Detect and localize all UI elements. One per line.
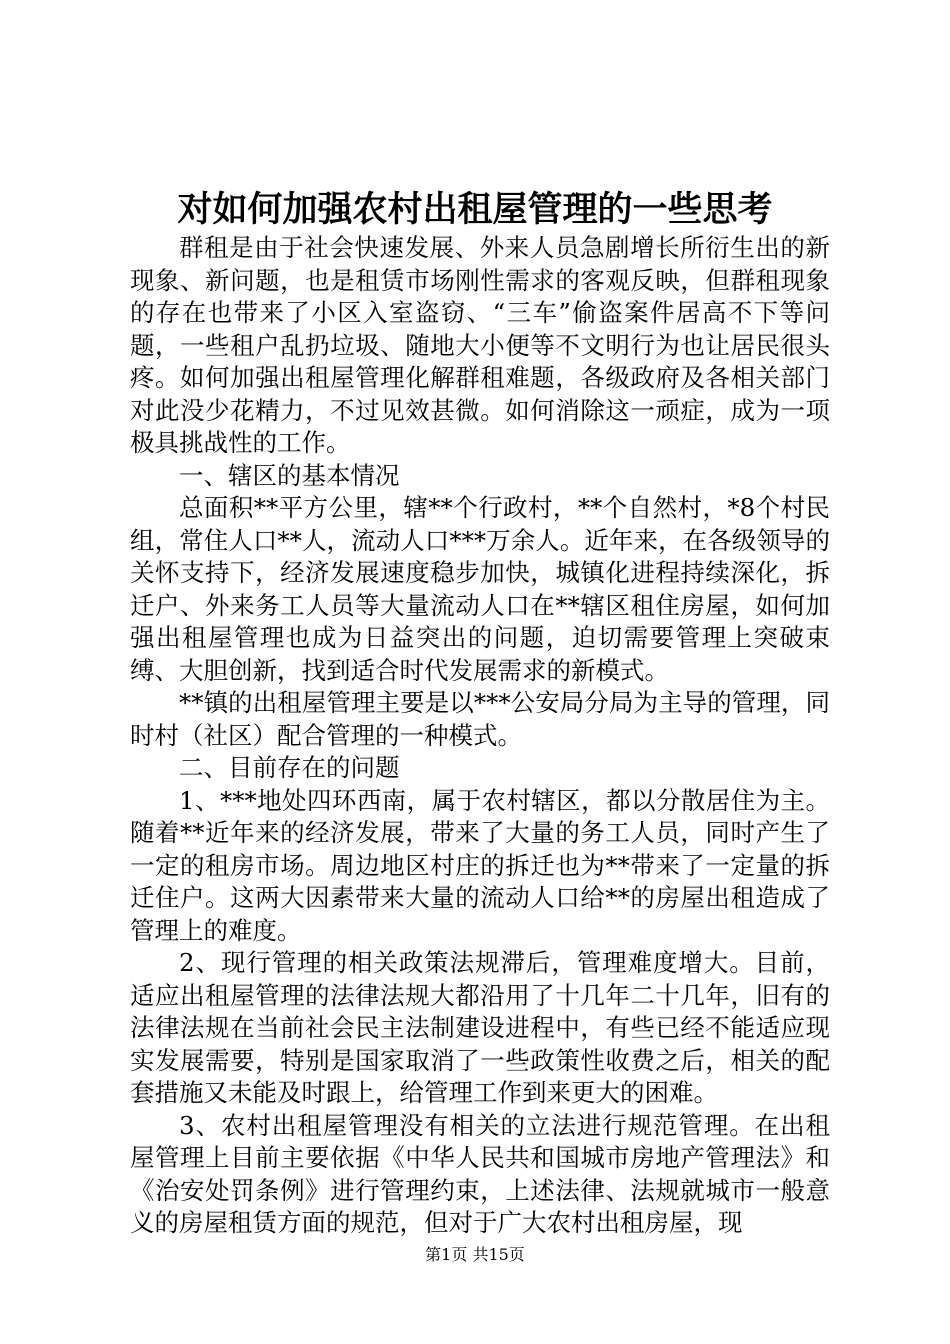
- section-heading-basic-situation: 一、辖区的基本情况: [179, 460, 400, 490]
- page-indicator: 第1页 共15页: [425, 1245, 525, 1264]
- document-body: [130, 232, 830, 1240]
- paragraph-management-mode: **镇的出租屋管理主要是以***公安局分局为主导的管理，同时村（社区）配合管理的一种模式。: [130, 688, 830, 750]
- paragraph-problem-3: 3、农村出租屋管理没有相关的立法进行规范管理。在出租屋管理上目前主要依据《中华人民共和国城市房地产管理法》和《治安处罚条例》进行管理约束，上述法律、法规就城市一般意义的房屋租赁方面的规范，但对于广大农村出租房屋，现: [130, 1110, 830, 1237]
- paragraph-basic-situation: 总面积**平方公里，辖**个行政村，**个自然村，*8个村民组，常住人口**人，流动人口***万余人。近年来，在各级领导的关怀支持下，经济发展速度稳步加快，城镇化进程持续深化，拆迁户、外来务工人员等大量流动人口在**辖区租住房屋，如何加强出租屋管理也成为日益突出的问题，迫切需要管理上突破束缚、大胆创新，找到适合时代发展需求的新模式。: [130, 493, 830, 685]
- section-heading-current-problems: 二、目前存在的问题: [179, 753, 400, 782]
- paragraph-intro: 群租是由于社会快速发展、外来人员急剧增长所衍生出的新现象、新问题，也是租赁市场刚性需求的客观反映，但群租现象的存在也带来了小区入室盗窃、“三车”偷盗案件居高不下等问题，一些租户乱扔垃圾、随地大小便等不文明行为也让居民很头疼。如何加强出租屋管理化解群租难题，各级政府及各相关部门对此没少花精力，不过见效甚微。如何消除这一顽症，成为一项极具挑战性的工作。: [130, 233, 830, 457]
- document-title: 对如何加强农村出租屋管理的一些思考: [177, 189, 773, 230]
- paragraph-problem-1: 1、***地处四环西南，属于农村辖区，都以分散居住为主。随着**近年来的经济发展，带来了大量的务工人员，同时产生了一定的租房市场。周边地区村庄的拆迁也为**带来了一定量的拆迁住户。这两大因素带来大量的流动人口给**的房屋出租造成了管理上的难度。: [130, 785, 830, 945]
- paragraph-problem-2: 2、现行管理的相关政策法规滞后，管理难度增大。目前，适应出租屋管理的法律法规大都沿用了十几年二十几年，旧有的法律法规在当前社会民主法制建设进程中，有些已经不能适应现实发展需要，特别是国家取消了一些政策性收费之后，相关的配套措施又未能及时跟上，给管理工作到来更大的困难。: [130, 948, 830, 1107]
- page-footer: [0, 1244, 950, 1266]
